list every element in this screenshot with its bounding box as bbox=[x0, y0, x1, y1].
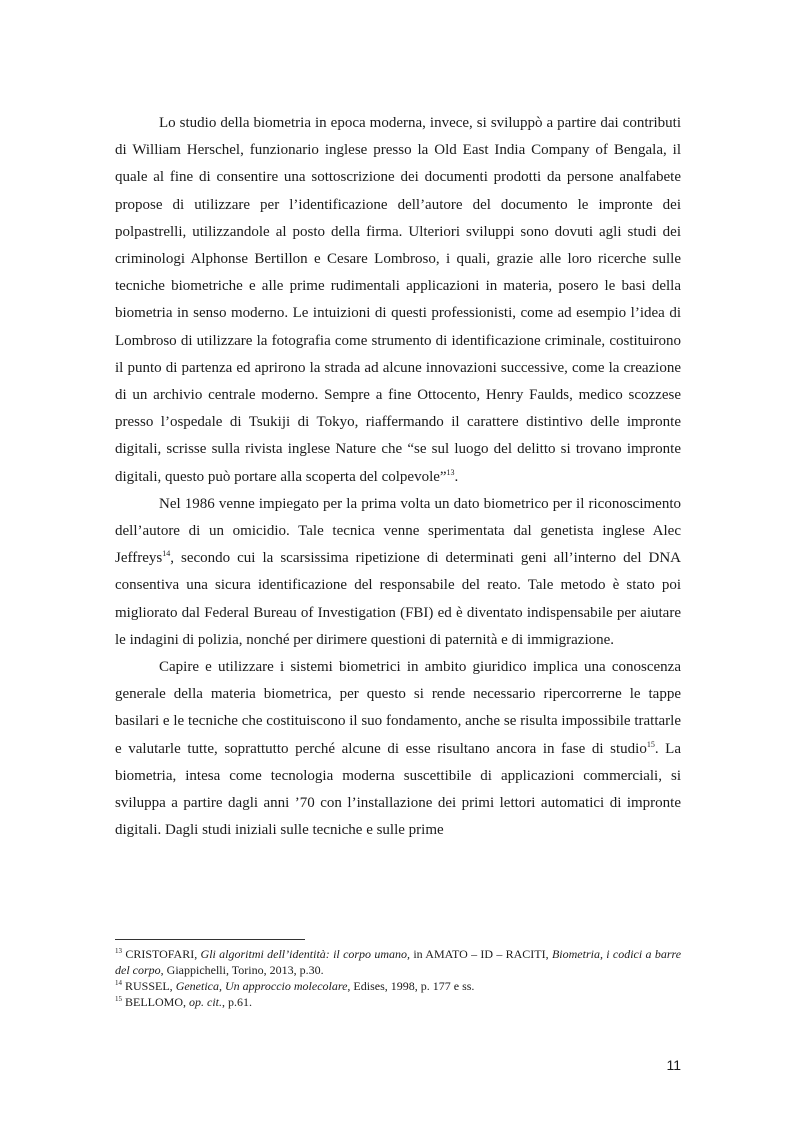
footnote-rest: , Edises, 1998, p. 177 e ss. bbox=[347, 979, 475, 993]
footnote-ref-14[interactable]: 14 bbox=[162, 549, 171, 559]
paragraph-1-end: . bbox=[454, 468, 459, 485]
paragraph-2-text-a: Nel 1986 venne impiegato per la prima volta un dato biometrico per il riconoscimento dell’autore di un omicidio. Tale tecnica venne sperimentata dal genetista inglese Alec Jeffreys bbox=[115, 495, 681, 567]
footnote-13 bbox=[115, 946, 681, 978]
footnote-rest: , Giappichelli, Torino, 2013, p.30. bbox=[160, 963, 324, 977]
footnote-middle: in AMATO – ID – RACITI, bbox=[410, 947, 549, 961]
paragraph-3-text-a: Capire e utilizzare i sistemi biometrici in ambito giuridico implica una conoscenza generale della materia biometrica, per questo si rende necessario ripercorrerne le tappe basilari e le tecniche che costituiscono il suo fondamento, anche se risulta impossibile trattarle e valutarle tutte, soprattutto perché alcune di esse risultano ancora in fase di studio bbox=[115, 659, 681, 757]
footnote-number: 14 bbox=[115, 979, 122, 987]
footnote-title: Gli algoritmi dell’identità: il corpo umano, bbox=[200, 947, 411, 961]
footnote-title: Genetica, Un approccio molecolare bbox=[175, 979, 348, 993]
paragraph-3 bbox=[115, 654, 681, 844]
footnote-number: 13 bbox=[115, 947, 122, 955]
paragraph-2-text-b: , secondo cui la scarsissima ripetizione di determinati geni all’interno del DNA consentiva una sicura identificazione del responsabile del reato. Tale metodo è stato poi migliorato dal Federal Bureau of Investigation (FBI) ed è diventato indispensabile per aiutare le indagini di polizia, nonché per dirimere questioni di paternità e di immigrazione. bbox=[115, 550, 681, 648]
page-number: 11 bbox=[666, 1057, 681, 1073]
paragraph-3-text-b: . La biometria, intesa come tecnologia moderna suscettibile di applicazioni commerciali, si sviluppa a partire dagli anni ’70 con l’installazione dei primi lettori automatici di impronte digitali. Dagli studi iniziali sulle tecniche e sulle prime bbox=[115, 740, 681, 839]
footnote-rest: , p.61. bbox=[222, 995, 252, 1009]
footnotes bbox=[115, 946, 681, 1010]
footnote-author: CRISTOFARI, bbox=[125, 947, 198, 961]
body-text bbox=[115, 110, 681, 844]
footnote-14 bbox=[115, 978, 681, 994]
footnote-title: op. cit. bbox=[189, 995, 222, 1009]
footnote-separator bbox=[115, 939, 305, 940]
footnote-book: Biometria, i codici a barre del corpo bbox=[115, 947, 682, 977]
footnote-15 bbox=[115, 994, 681, 1010]
footnote-author: BELLOMO, bbox=[125, 995, 186, 1009]
footnote-ref-13[interactable]: 13 bbox=[446, 467, 455, 477]
paragraph-1 bbox=[115, 110, 681, 491]
paragraph-1-text: Lo studio della biometria in epoca moderna, invece, si sviluppò a partire dai contributi di William Herschel, funzionario inglese presso la Old East India Company of Bengala, il quale al fine di consentire una sottoscrizione dei documenti prodotti da persone analfabete propose di utilizzare per l’identificazione dell’autore del documento le impronte dei polpastrelli, utilizzandole al posto della firma. Ulteriori sviluppi sono dovuti agli studi dei criminologi Alphonse Bertillon e Cesare Lombroso, i quali, grazie alle loro ricerche sulle tecniche biometriche e alle prime rudimentali applicazioni in materia, posero le basi della biometria in senso moderno. Le intuizioni di questi professionisti, come ad esempio l’idea di Lombroso di utilizzare la fotografia come strumento di identificazione criminale, costituirono il punto di partenza ed aprirono la strada ad alcune innovazioni successive, come la creazione di un archivio centrale moderno. Sempre a fine Ottocento, Henry Faulds, medico scozzese presso l’ospedale di Tsukiji di Tokyo, riaffermando il carattere distintivo delle impronte digitali, scrisse sulla rivista inglese Nature che “se sul luogo del delitto si trovano impronte digitali, questo può portare alla scoperta del colpevole” bbox=[115, 115, 681, 485]
footnote-ref-15[interactable]: 15 bbox=[646, 739, 655, 749]
paragraph-2 bbox=[115, 491, 681, 654]
footnote-author: RUSSEL, bbox=[125, 979, 173, 993]
footnote-number: 15 bbox=[115, 995, 122, 1003]
